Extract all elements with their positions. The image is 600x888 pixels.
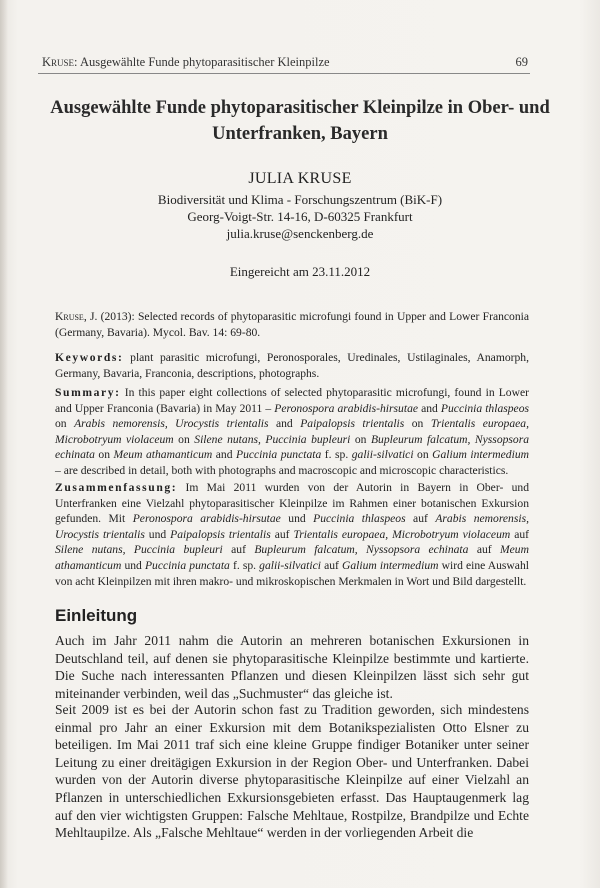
summary: Summary: In this paper eight collections of selected phytoparasitic microfungi, found in Lower and Upper Franconia (Bavaria) in May 2011 – Peronospora arabidis-hirsutae and Puccinia thlaspeos on Arabis nemorensis, Urocystis trientalis and Paipalopsis trientalis on Trientalis europaea, Microbotryum violaceum on Silene nutans, Puccinia bupleuri on Bupleurum falcatum, Nyssopsora echinata on Meum athamanticum and Puccinia punctata f. sp. galii-silvatici on Galium intermedium – are described in detail, both with photographs and macroscopic and microscopic characteristics. — [55, 386, 530, 477]
running-head — [42, 55, 528, 70]
affiliation-institute: Biodiversität und Klima - Forschungszentrum (BiK-F) — [157, 192, 443, 207]
affiliation-address: Georg-Voigt-Str. 14-16, D-60325 Frankfurt — [187, 209, 413, 224]
running-head-title: Kruse: Ausgewählte Funde phytoparasitischer Kleinpilze — [42, 55, 330, 69]
author-affiliation — [40, 191, 560, 242]
section-heading-einleitung: Einleitung — [55, 606, 138, 625]
author-email[interactable]: julia.kruse@senckenberg.de — [226, 226, 374, 241]
author-name: JULIA KRUSE — [248, 170, 352, 187]
scan-shadow — [0, 0, 8, 888]
citation: Kruse, J. (2013): Selected records of phytoparasitic microfungi found in Upper and Lower Franconia (Germany, Bavaria). Mycol. Bav. 14: 69-80. — [55, 310, 529, 339]
submission-date: Eingereicht am 23.11.2012 — [229, 264, 371, 279]
article-title: Ausgewählte Funde phytoparasitischer Kleinpilze in Ober- und Unterfranken, Bayern — [50, 98, 550, 144]
body-paragraph-1: Auch im Jahr 2011 nahm die Autorin an mehreren botanischen Exkursionen in Deutschland teil, auf denen sie phytoparasitische Kleinpilze bestimmte und kartierte. Die Suche nach interessanten Pflanzen und diesen Kleinpilzen lässt sich sehr gut miteinander verbinden, weil das „Suchmuster“ das gleiche ist. — [55, 633, 529, 701]
body-paragraph-2: Seit 2009 ist es bei der Autorin schon fast zu Tradition geworden, sich mindestens einmal pro Jahr an einer Exkursion mit dem Botanikspezialisten Otto Elsner zu beteiligen. Im Mai 2011 traf sich eine kleine Gruppe findiger Botaniker unter seiner Leitung zu einer dreitägigen Exkursion in der Region Ober- und Unterfranken. Dabei wurden von der Autorin diverse phytoparasitische Kleinpilze auf einer Vielzahl an Pflanzen in unterschiedlichen Exkursionsgebieten erfasst. Das Hauptaugenmerk lag auf den vier wichtigsten Gruppen: Falsche Mehltaue, Rostpilze, Brandpilze und Echte Mehltaupilze. Als „Falsche Mehltaue“ werden in der vorliegenden Arbeit die — [55, 702, 529, 841]
zusammenfassung-label: Zusammenfassung: — [55, 481, 178, 494]
summary-label: Summary: — [55, 386, 121, 399]
zusammenfassung: Zusammenfassung: Im Mai 2011 wurden von der Autorin in Bayern in Ober- und Unterfranken eine Vielzahl phytoparasitischer Kleinpilze im Rahmen einer botanischen Exkursion gefunden. Mit Peronospora arabidis-hirsutae und Puccinia thlaspeos auf Arabis nemorensis, Urocystis trientalis und Paipalopsis trientalis auf Trientalis europaea, Microbotryum violaceum auf Silene nutans, Puccinia bupleuri auf Bupleurum falcatum, Nyssopsora echinata auf Meum athamanticum und Puccinia punctata f. sp. galii-silvatici auf Galium intermedium wird eine Auswahl von acht Kleinpilzen mit ihren makro- und mikroskopischen Merkmalen in Wort und Bild dargestellt. — [55, 481, 530, 588]
keywords: Keywords: plant parasitic microfungi, Peronosporales, Uredinales, Ustilaginales, Anamorph, Germany, Bavaria, Franconia, descriptions, photographs. — [55, 351, 529, 380]
header-rule — [38, 73, 530, 74]
page-number: 69 — [515, 55, 528, 69]
keywords-label: Keywords: — [55, 351, 124, 364]
